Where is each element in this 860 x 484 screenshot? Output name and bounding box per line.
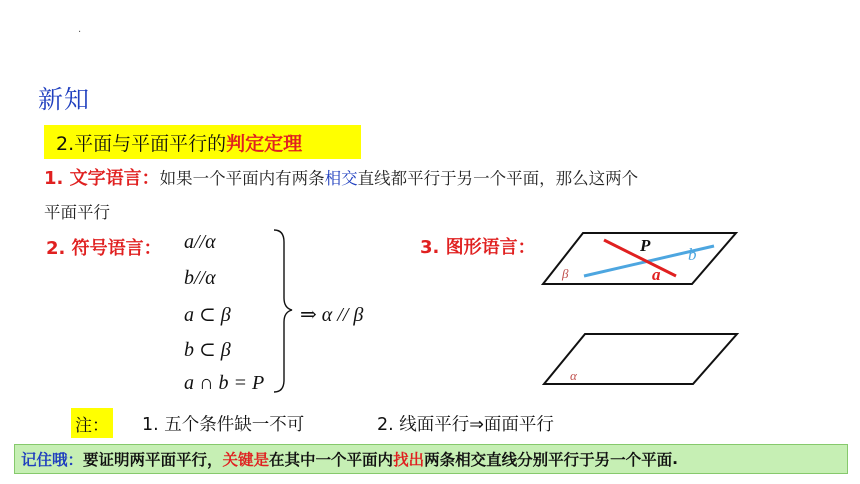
condition-b-in-beta: b ⊂ β [184,339,231,361]
decorative-dot: · [78,27,82,38]
note-item-2: 2. 线面平行⇒面面平行 [377,415,554,435]
right-brace-icon [270,228,300,396]
symbol-language-label: 2. 符号语言： [46,238,162,259]
line-b-label: b [688,245,697,264]
graphic-language-label: 3. 图形语言： [420,237,536,258]
point-p-label: P [640,236,651,255]
plane-beta-label: β [562,266,569,281]
condition-b-parallel-alpha: b//α [184,267,216,289]
theorem-heading-highlight: 判定定理 [226,132,303,155]
text-language-label: 1. 文字语言： [44,168,160,189]
remember-part2: 在其中一个平面内 [269,451,394,469]
theorem-heading-prefix: 2.平面与平面平行的 [56,132,227,155]
plane-alpha-label: α [570,368,577,383]
condition-a-parallel-alpha: a//α [184,231,216,253]
note-label: 注： [71,408,113,438]
remember-part1: 要证明两平面平行， [83,451,223,469]
remember-box [14,444,848,474]
note-item-1: 1. 五个条件缺一不可 [142,415,305,435]
remember-label: 记住哦： [21,451,84,469]
section-title: 新知 [38,85,91,114]
text-language-after: 直线都平行于另一个平面，那么这两个 [357,169,639,188]
text-language-before: 如果一个平面内有两条 [159,169,325,188]
remember-key: 关键是 [222,451,270,469]
theorem-heading [44,125,361,159]
condition-a-in-beta: a ⊂ β [184,304,231,326]
text-language-continuation: 平面平行 [44,203,110,222]
parallel-planes-diagram [540,230,745,388]
condition-a-intersect-b: a ∩ b = P [184,372,265,394]
remember-part3: 两条相交直线分别平行于另一个平面 [424,451,673,469]
text-language-highlight: 相交 [324,169,358,188]
remember-find: 找出 [393,451,425,469]
conclusion: ⇒ α // β [300,304,364,326]
text-language-line [44,164,638,190]
remember-end: . [672,450,678,468]
line-a-label: a [652,265,661,284]
